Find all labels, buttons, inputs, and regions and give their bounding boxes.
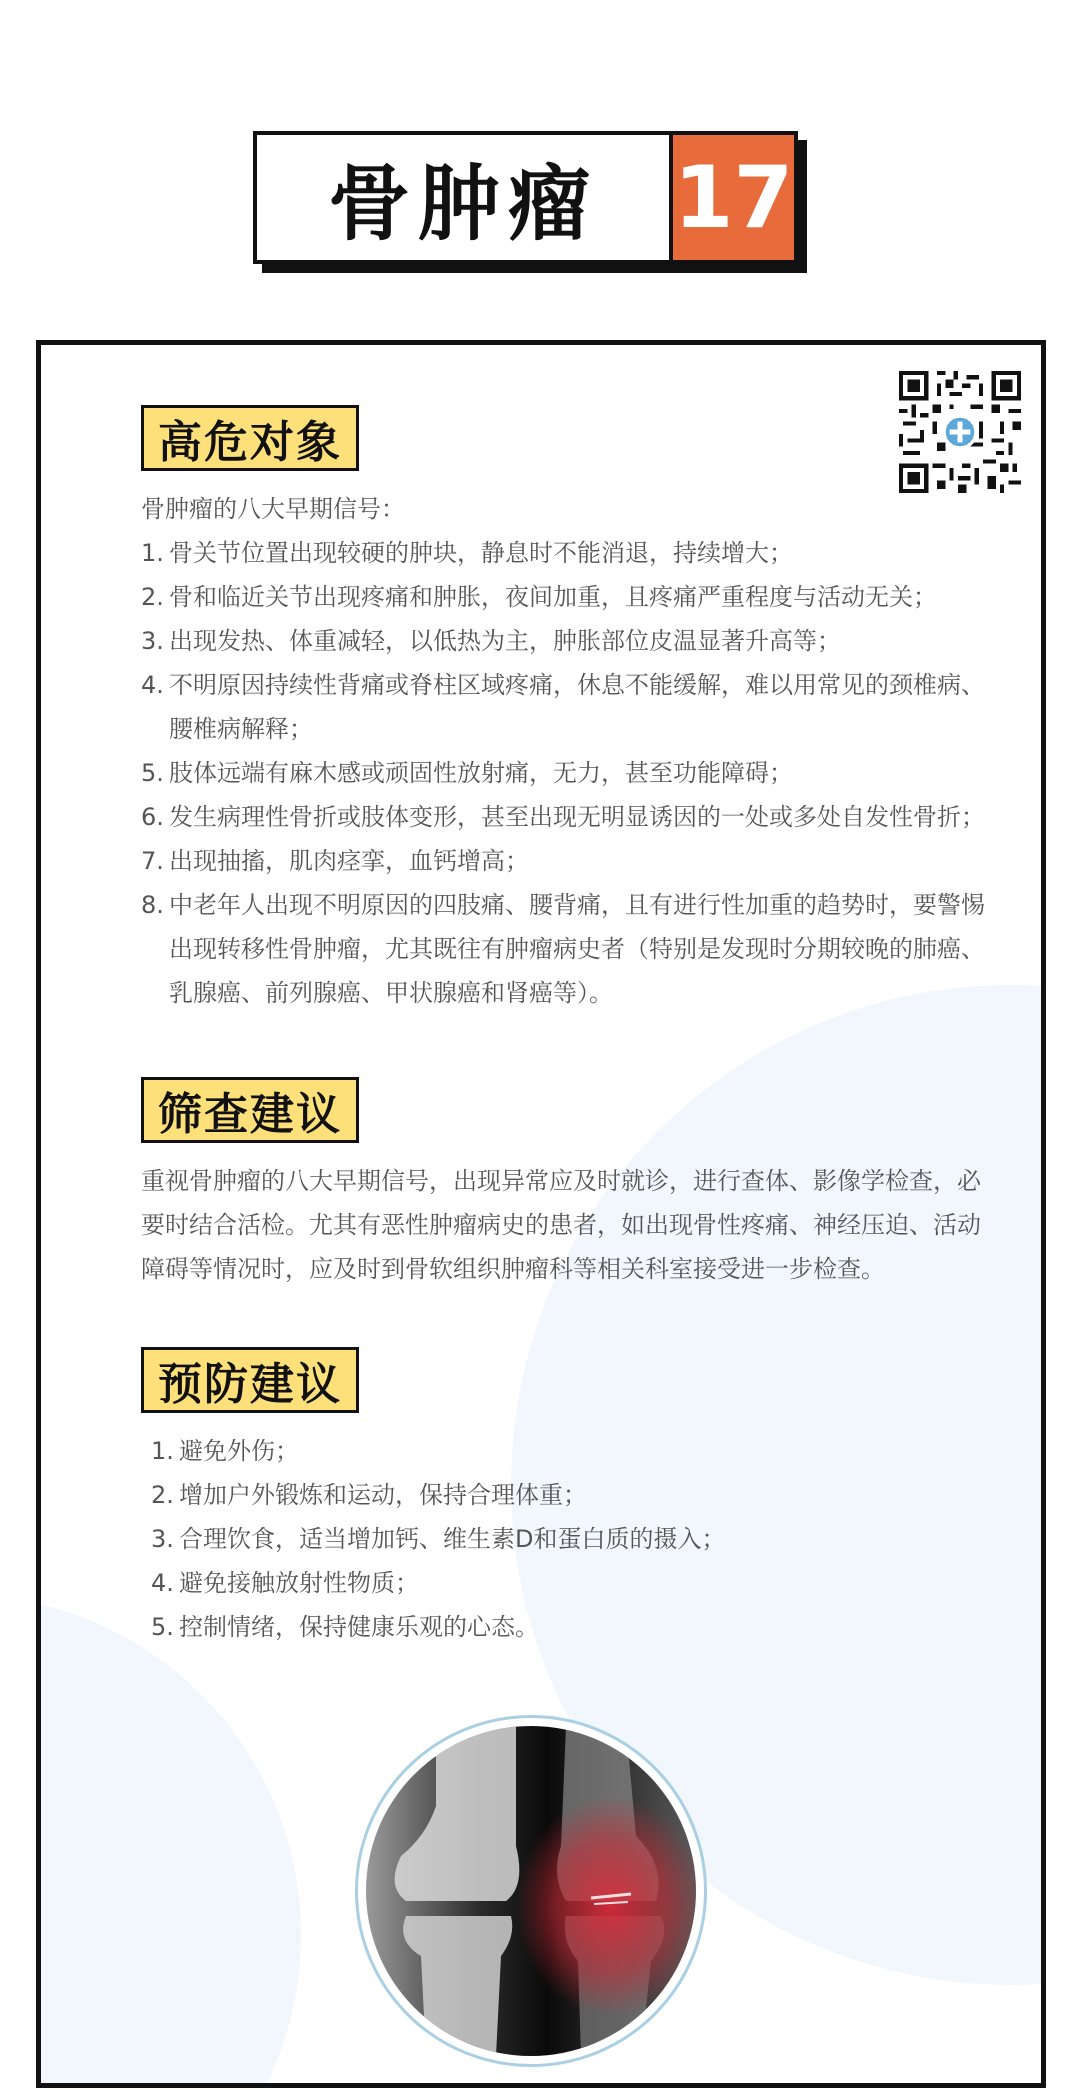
list-item xyxy=(151,1605,996,1649)
list-item-number: 2. xyxy=(151,1481,174,1509)
list-item xyxy=(151,1517,996,1561)
list-item-text: 控制情绪，保持健康乐观的心态。 xyxy=(179,1613,539,1641)
list-item-text: 发生病理性骨折或肢体变形，甚至出现无明显诱因的一处或多处自发性骨折； xyxy=(169,803,985,831)
list-item-number: 1. xyxy=(151,1437,174,1465)
list-item-text: 中老年人出现不明原因的四肢痛、腰背痛，且有进行性加重的趋势时，要警惕出现转移性骨肿瘤，尤其既往有肿瘤病史者（特别是发现时分期较晚的肺癌、乳腺癌、前列腺癌、甲状腺癌和肾癌等）。 xyxy=(169,891,985,1007)
list-item xyxy=(141,795,986,839)
list-item-number: 6. xyxy=(141,803,164,831)
list-item-text: 合理饮食，适当增加钙、维生素D和蛋白质的摄入； xyxy=(179,1525,726,1553)
title-banner xyxy=(253,131,798,264)
list-item-text: 出现发热、体重减轻，以低热为主，肿胀部位皮温显著升高等； xyxy=(169,627,841,655)
list-item xyxy=(151,1473,996,1517)
list-item-text: 骨和临近关节出现疼痛和肿胀，夜间加重，且疼痛严重程度与活动无关； xyxy=(169,583,937,611)
list-item xyxy=(151,1429,996,1473)
list-item-number: 3. xyxy=(151,1525,174,1553)
background-circle xyxy=(36,1595,301,2088)
list-item-text: 出现抽搐，肌肉痉挛，血钙增高； xyxy=(169,847,529,875)
early-signals-list xyxy=(141,531,986,1015)
section-heading-high-risk: 高危对象 xyxy=(141,405,359,471)
list-item xyxy=(141,619,986,663)
title-number-badge: 17 xyxy=(669,135,794,260)
list-item-number: 1. xyxy=(141,539,164,567)
list-item xyxy=(141,751,986,795)
prevention-content xyxy=(151,1429,996,1649)
knee-xray-image xyxy=(366,1726,696,2056)
title-box xyxy=(253,131,798,264)
xray-image-frame xyxy=(355,1715,707,2067)
list-item-number: 7. xyxy=(141,847,164,875)
list-item-text: 避免接触放射性物质； xyxy=(179,1569,419,1597)
screening-text: 重视骨肿瘤的八大早期信号，出现异常应及时就诊，进行查体、影像学检查，必要时结合活检。尤其有恶性肿瘤病史的患者，如出现骨性疼痛、神经压迫、活动障碍等情况时，应及时到骨软组织肿瘤科等相关科室接受进一步检查。 xyxy=(141,1167,981,1283)
list-item xyxy=(141,531,986,575)
list-item-number: 4. xyxy=(151,1569,174,1597)
list-item-number: 2. xyxy=(141,583,164,611)
qr-code-icon xyxy=(899,371,1021,493)
list-item-text: 避免外伤； xyxy=(179,1437,299,1465)
section-heading-screening: 筛查建议 xyxy=(141,1077,359,1143)
list-item-number: 3. xyxy=(141,627,164,655)
list-item-number: 5. xyxy=(151,1613,174,1641)
list-item xyxy=(141,839,986,883)
list-item-text: 肢体远端有麻木感或顽固性放射痛，无力，甚至功能障碍； xyxy=(169,759,793,787)
list-item-text: 不明原因持续性背痛或脊柱区域疼痛，休息不能缓解，难以用常见的颈椎病、腰椎病解释； xyxy=(169,671,985,743)
high-risk-intro: 骨肿瘤的八大早期信号： xyxy=(141,495,405,523)
list-item xyxy=(151,1561,996,1605)
list-item xyxy=(141,663,986,751)
list-item-text: 骨关节位置出现较硬的肿块，静息时不能消退，持续增大； xyxy=(169,539,793,567)
page-title: 骨肿瘤 xyxy=(327,157,598,252)
list-item-number: 8. xyxy=(141,891,164,919)
content-card xyxy=(36,340,1046,2088)
list-item-number: 4. xyxy=(141,671,164,699)
section-heading-prevention: 预防建议 xyxy=(141,1347,359,1413)
list-item xyxy=(141,883,986,1015)
list-item-text: 增加户外锻炼和运动，保持合理体重； xyxy=(179,1481,587,1509)
high-risk-content xyxy=(141,487,986,1015)
prevention-list xyxy=(151,1429,996,1649)
list-item-number: 5. xyxy=(141,759,164,787)
list-item xyxy=(141,575,986,619)
